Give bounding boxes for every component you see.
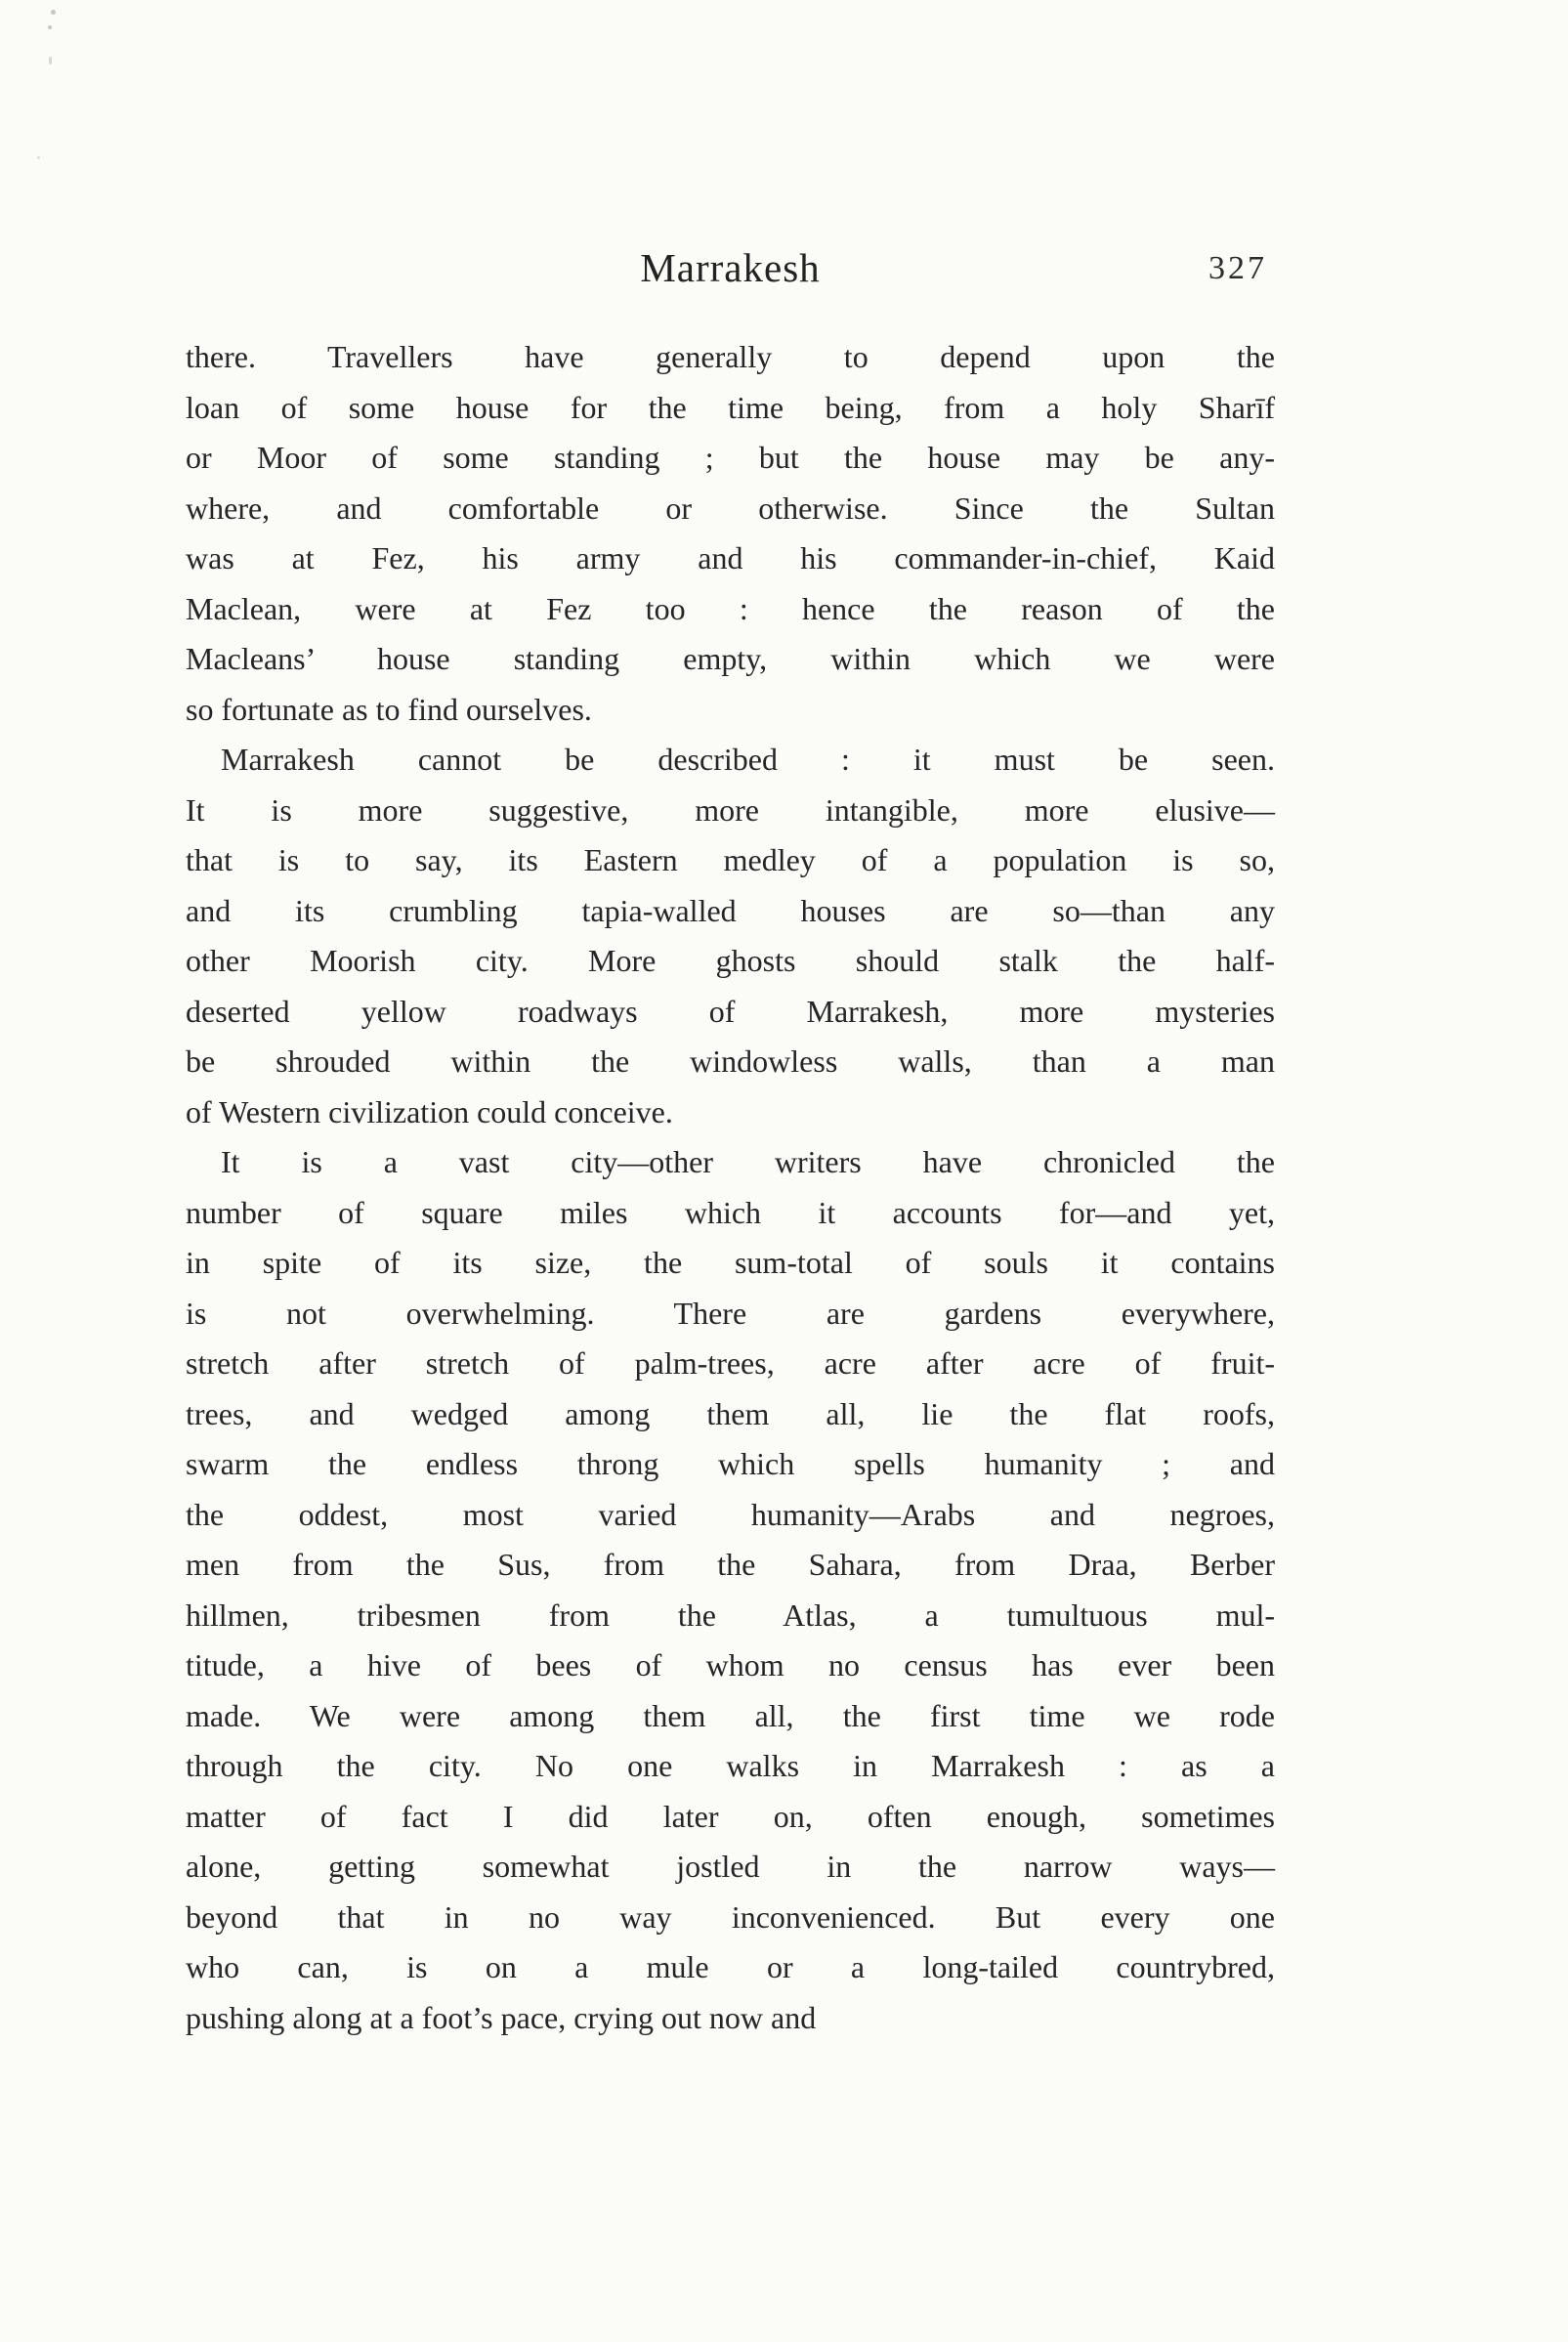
text-line: or Moor of some standing ; but the house may be any- xyxy=(186,440,1275,475)
text-line: who can, is on a mule or a long-tailed countrybred, xyxy=(186,1949,1275,1984)
text-line: hillmen, tribesmen from the Atlas, a tumultuous mul- xyxy=(186,1597,1275,1633)
text-line: and its crumbling tapia-walled houses are so—than any xyxy=(186,892,1275,928)
paragraph xyxy=(186,332,1275,735)
text-line: there. Travellers have generally to depend upon the xyxy=(186,339,1275,374)
paragraph xyxy=(186,735,1275,1137)
text-line: alone, getting somewhat jostled in the narrow ways— xyxy=(186,1849,1275,1884)
text-line: men from the Sus, from the Sahara, from Draa, Berber xyxy=(186,1547,1275,1582)
scan-artifact xyxy=(37,156,40,159)
text-body xyxy=(186,332,1275,2043)
text-line: stretch after stretch of palm-trees, acre after acre of fruit- xyxy=(186,1345,1275,1381)
text-line: number of square miles which it accounts for—and yet, xyxy=(186,1194,1275,1230)
text-line: Macleans’ house standing empty, within which we were xyxy=(186,641,1275,676)
text-line: other Moorish city. More ghosts should stalk the half- xyxy=(186,943,1275,978)
text-line: was at Fez, his army and his commander-in-chief, Kaid xyxy=(186,540,1275,575)
text-line: through the city. No one walks in Marrakesh : as a xyxy=(186,1748,1275,1783)
text-line: is not overwhelming. There are gardens everywhere, xyxy=(186,1295,1275,1331)
text-line: swarm the endless throng which spells humanity ; and xyxy=(186,1446,1275,1481)
text-line: deserted yellow roadways of Marrakesh, more mysteries xyxy=(186,993,1275,1029)
scan-artifact xyxy=(49,57,52,64)
text-line: It is more suggestive, more intangible, more elusive— xyxy=(186,791,1275,828)
text-line: trees, and wedged among them all, lie the flat roofs, xyxy=(186,1395,1275,1431)
text-line: that is to say, its Eastern medley of a population is so, xyxy=(186,842,1275,877)
text-line: matter of fact I did later on, often enough, sometimes xyxy=(186,1798,1275,1834)
text-line: where, and comfortable or otherwise. Since the Sultan xyxy=(186,490,1275,526)
text-line: beyond that in no way inconvenienced. But every one xyxy=(186,1898,1275,1935)
text-line: titude, a hive of bees of whom no census has ever been xyxy=(186,1647,1275,1682)
text-line: of Western civilization could conceive. xyxy=(186,1093,673,1129)
text-line: Marrakesh cannot be described : it must be seen. xyxy=(221,742,1275,777)
page-header xyxy=(186,244,1275,303)
text-line: Maclean, were at Fez too : hence the reason of the xyxy=(186,590,1275,626)
text-line: the oddest, most varied humanity—Arabs and negroes, xyxy=(186,1496,1275,1532)
running-title: Marrakesh xyxy=(640,245,821,290)
scan-artifact xyxy=(48,25,52,29)
text-line: pushing along at a foot’s pace, crying out now and xyxy=(186,1999,817,2035)
text-line: be shrouded within the windowless walls, than a man xyxy=(186,1043,1275,1079)
text-line: so fortunate as to find ourselves. xyxy=(186,691,592,727)
scan-artifact xyxy=(51,10,56,15)
page-number: 327 xyxy=(1208,250,1267,286)
text-line: loan of some house for the time being, from a holy Sharīf xyxy=(186,389,1275,425)
text-line: in spite of its size, the sum-total of souls it contains xyxy=(186,1245,1275,1280)
text-line: It is a vast city—other writers have chronicled the xyxy=(221,1144,1275,1179)
paragraph xyxy=(186,1137,1275,2043)
text-line: made. We were among them all, the first time we rode xyxy=(186,1697,1275,1733)
